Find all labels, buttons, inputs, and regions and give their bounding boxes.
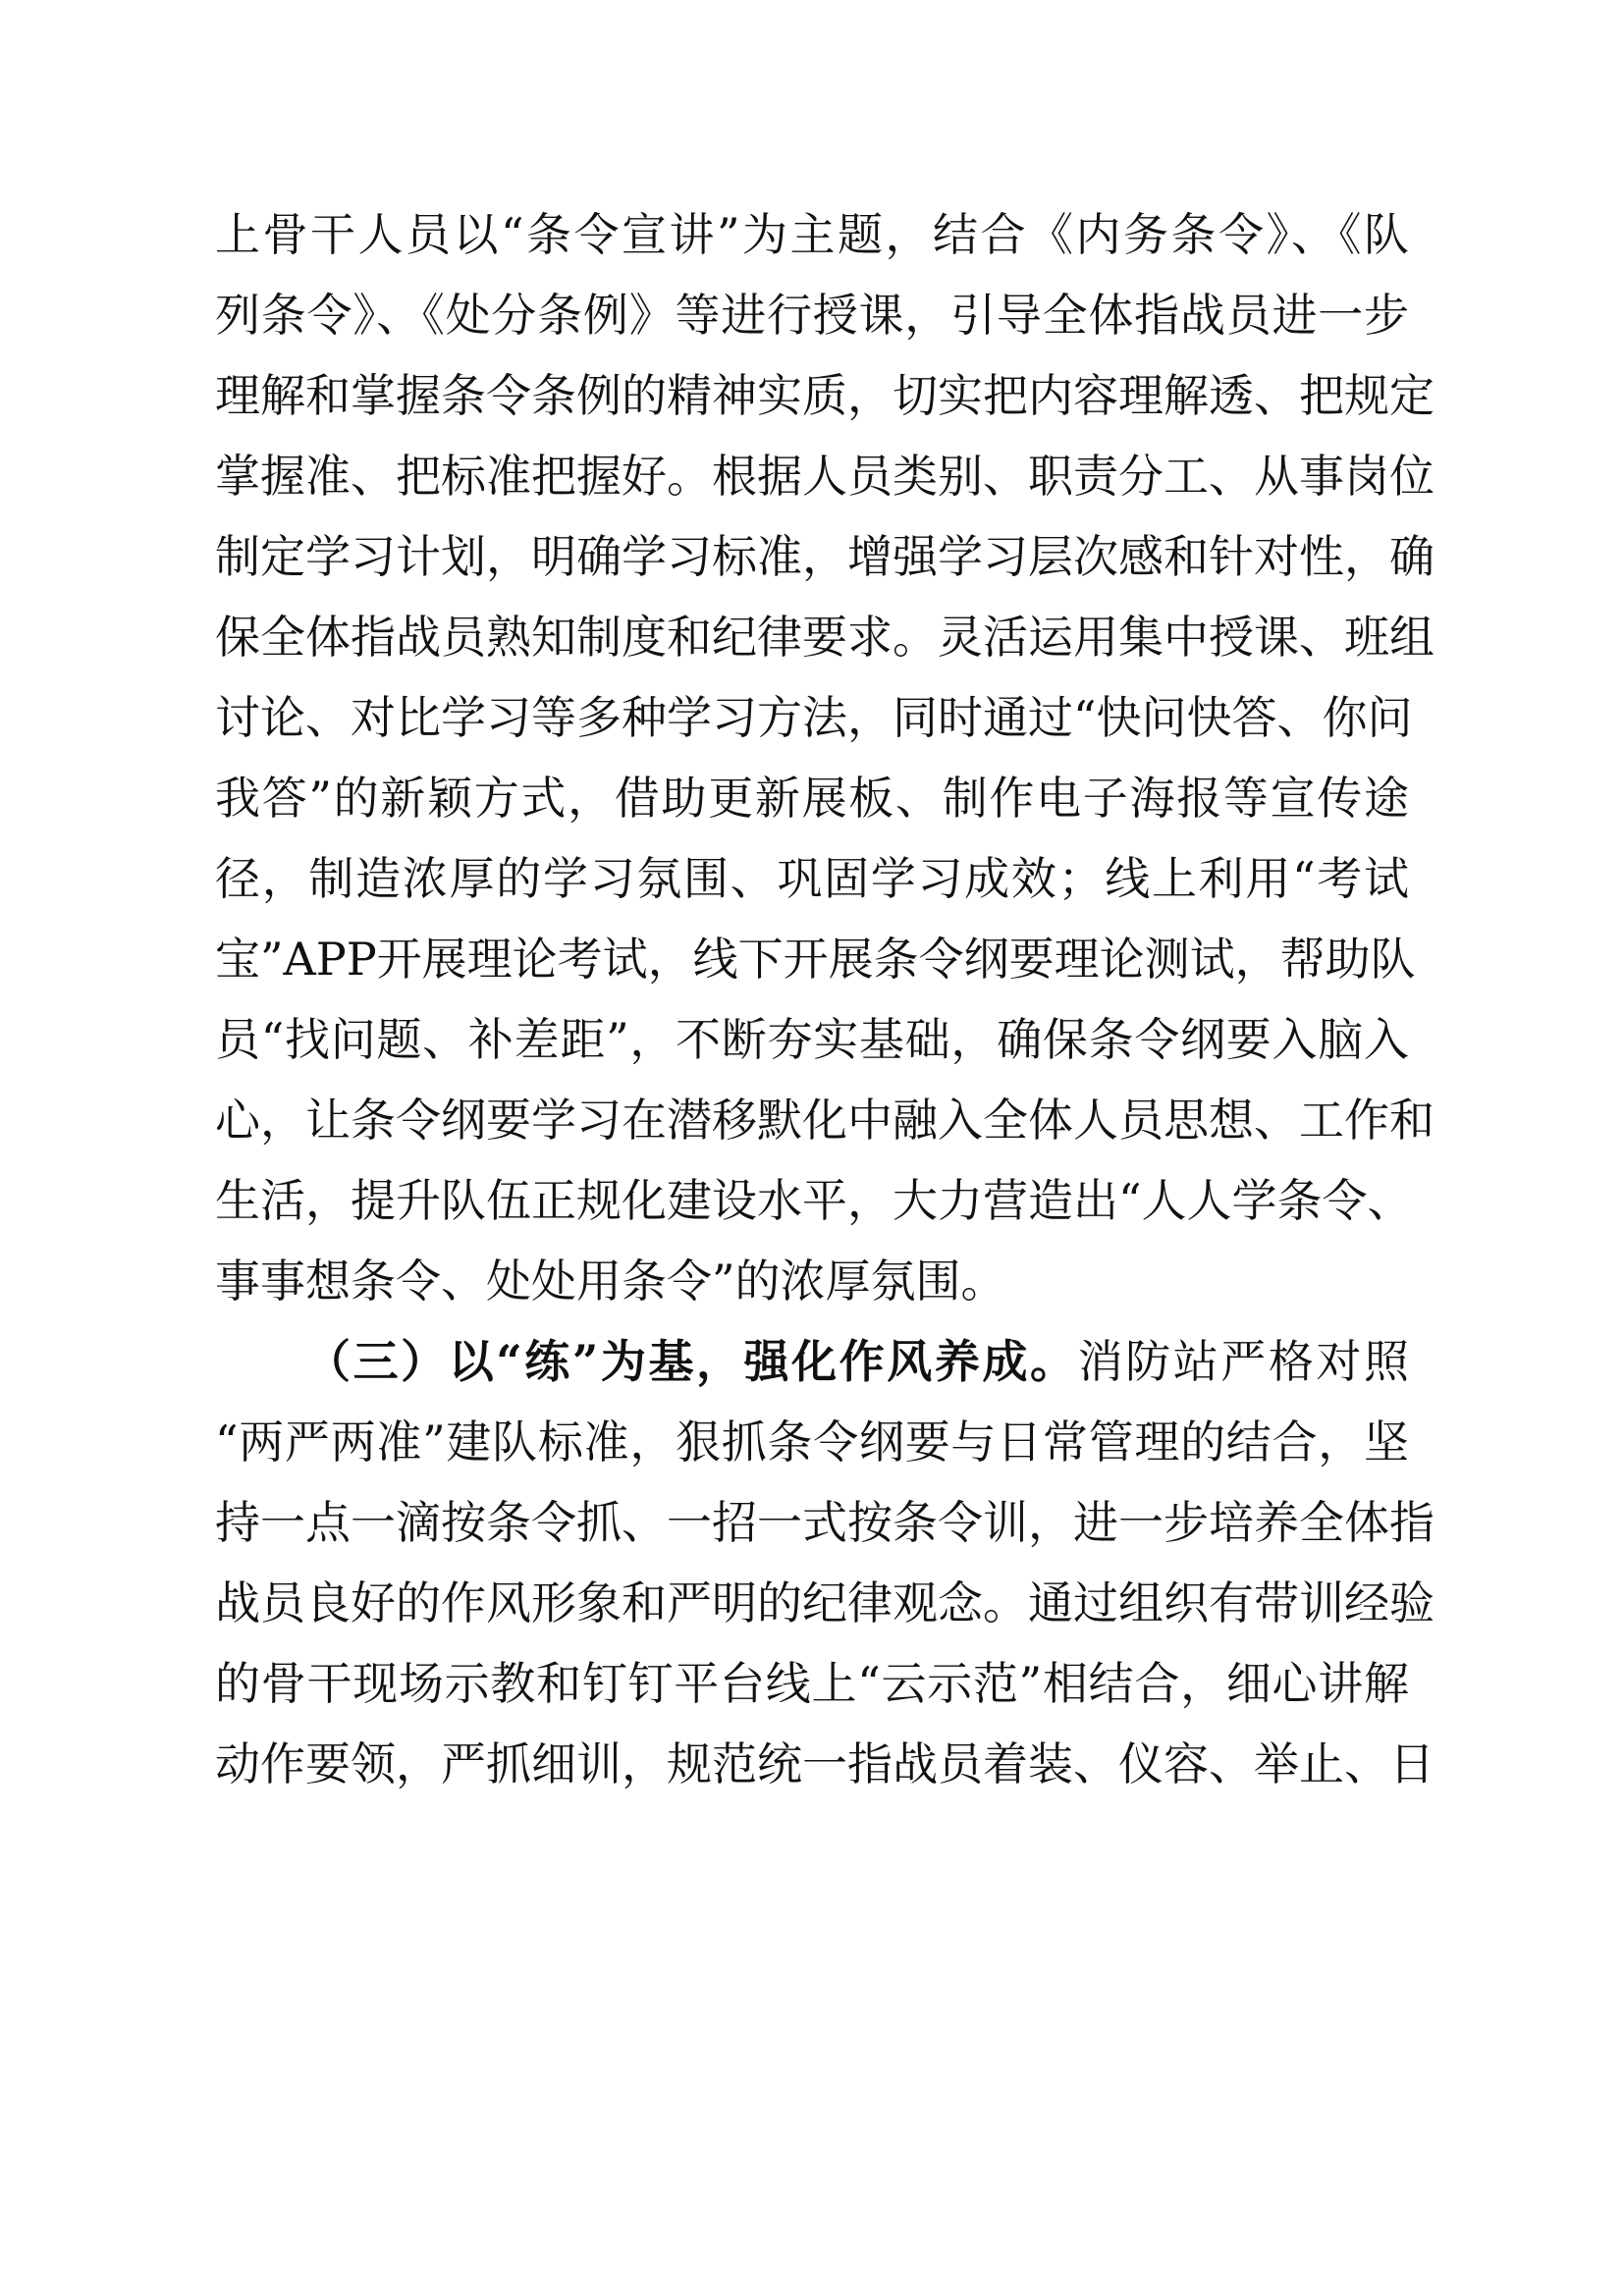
paragraph-line: “两严两准”建队标准，狠抓条令纲要与日常管理的结合，坚 — [215, 1415, 1409, 1468]
paragraph-line: 战员良好的作风形象和严明的纪律观念。通过组织有带训经验 — [215, 1576, 1435, 1629]
paragraph-line: 生活，提升队伍正规化建设水平，大力营造出“人人学条令、 — [215, 1174, 1413, 1227]
section-heading-continuation: 消防站严格对照 — [1077, 1335, 1410, 1388]
paragraph-line: 心，让条令纲要学习在潜移默化中融入全体人员思想、工作和 — [215, 1094, 1435, 1147]
paragraph-line: 讨论、对比学习等多种学习方法，同时通过“快问快答、你问 — [215, 691, 1413, 744]
paragraph-line: 的骨干现场示教和钉钉平台线上“云示范”相结合，细心讲解 — [215, 1657, 1409, 1710]
paragraph-line: 制定学习计划，明确学习标准，增强学习层次感和针对性，确 — [215, 530, 1435, 583]
paragraph-line: 列条令》、《处分条例》等进行授课，引导全体指战员进一步 — [215, 289, 1409, 342]
paragraph-line: 动作要领，严抓细训，规范统一指战员着装、仪容、举止、日 — [215, 1737, 1435, 1790]
paragraph-line: 保全体指战员熟知制度和纪律要求。灵活运用集中授课、班组 — [215, 611, 1435, 664]
paragraph-line: 理解和掌握条令条例的精神实质，切实把内容理解透、把规定 — [215, 369, 1435, 422]
paragraph-line: 事事想条令、处处用条令”的浓厚氛围。 — [215, 1255, 1006, 1308]
paragraph-line: 我答”的新颖方式，借助更新展板、制作电子海报等宣传途 — [215, 772, 1409, 825]
section-heading: （三）以“练”为基，强化作风养成。 — [305, 1335, 1078, 1388]
paragraph-line: 上骨干人员以“条令宣讲”为主题，结合《内务条令》、《队 — [215, 208, 1409, 261]
paragraph-line: 宝”APP开展理论考试，线下开展条令纲要理论测试，帮助队 — [215, 933, 1416, 986]
paragraph-line: 径，制造浓厚的学习氛围、巩固学习成效；线上利用“考试 — [215, 852, 1409, 905]
paragraph-line: 员“找问题、补差距”，不断夯实基础，确保条令纲要入脑入 — [215, 1013, 1409, 1066]
paragraph-line: 持一点一滴按条令抓、一招一式按条令训，进一步培养全体指 — [215, 1496, 1435, 1549]
paragraph-line: 掌握准、把标准把握好。根据人员类别、职责分工、从事岗位 — [215, 450, 1435, 503]
section-heading-line — [305, 1321, 1409, 1402]
